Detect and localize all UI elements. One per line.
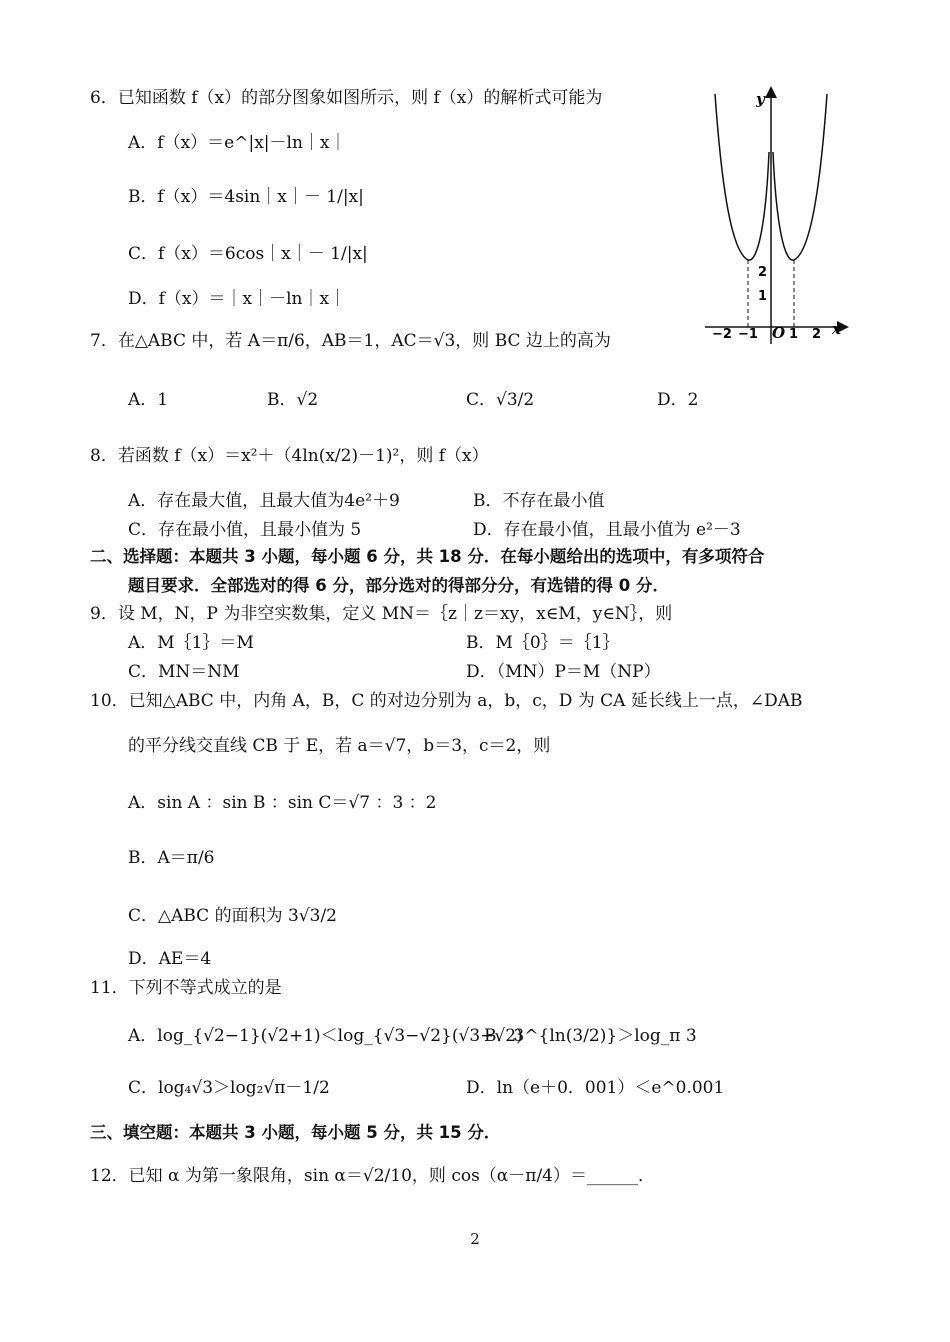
q9-option-c: C．MN＝NM	[128, 662, 240, 682]
q8-option-d: D．存在最小值，且最小值为 e²－3	[473, 520, 741, 540]
q9-option-a: A．M｛1｝＝M	[128, 633, 254, 653]
q7-stem: 7．在△ABC 中，若 A＝π/6，AB＝1，AC＝√3，则 BC 边上的高为	[90, 331, 611, 351]
q6-option-a: A．f（x）＝e^|x|－ln｜x｜	[128, 133, 347, 153]
origin-label: O	[772, 324, 786, 342]
q7-option-c: C．√3/2	[466, 390, 535, 410]
curve-left	[715, 94, 769, 260]
function-graph	[700, 82, 860, 352]
q7-option-a: A．1	[128, 390, 169, 410]
y-axis-label: y	[756, 90, 765, 108]
q8-option-a: A．存在最大值，且最大值为4e²＋9	[128, 491, 400, 511]
q10-option-d: D．AE＝4	[128, 949, 212, 969]
q6-option-c: C．f（x）＝6cos｜x｜－ 1/|x|	[128, 244, 368, 264]
q6-option-d: D．f（x）＝｜x｜－ln｜x｜	[128, 289, 347, 309]
q11-option-c: C．log₄√3＞log₂√π－1/2	[128, 1078, 330, 1098]
q7-option-b: B．√2	[267, 390, 319, 410]
q8-option-b: B．不存在最小值	[473, 491, 605, 511]
page-number: 2	[470, 1230, 480, 1248]
x-tick-neg2: −2	[712, 327, 732, 342]
q12-stem: 12．已知 α 为第一象限角，sin α＝√2/10，则 cos（α－π/4）＝______．	[90, 1166, 656, 1186]
q11-option-a: A．log_{√2−1}(√2+1)＜log_{√3−√2}(√3+√2)	[128, 1026, 523, 1046]
q9-option-d: D．（MN）P＝M（NP）	[466, 662, 661, 682]
q11-option-d: D．ln（e＋0．001）＜e^0.001	[466, 1078, 725, 1098]
x-tick-1: 1	[789, 327, 799, 342]
y-tick-2: 2	[758, 265, 768, 280]
section2-heading-cont: 题目要求．全部选对的得 6 分，部分选对的得部分分，有选错的得 0 分．	[128, 576, 669, 595]
x-tick-2: 2	[812, 327, 822, 342]
q10-option-c: C．△ABC 的面积为 3√3/2	[128, 906, 337, 926]
q9-option-b: B．M｛0｝＝｛1｝	[466, 633, 620, 653]
q11-stem: 11．下列不等式成立的是	[90, 978, 282, 998]
q6-option-b: B．f（x）＝4sin｜x｜－ 1/|x|	[128, 187, 364, 207]
y-tick-1: 1	[758, 289, 768, 304]
q9-stem: 9．设 M，N，P 为非空实数集，定义 MN＝｛z｜z＝xy，x∈M，y∈N｝，则	[90, 604, 673, 624]
section3-heading: 三、填空题：本题共 3 小题，每小题 5 分，共 15 分．	[90, 1123, 501, 1142]
q11-option-b: B．3^{ln(3/2)}＞log_π 3	[484, 1026, 697, 1046]
q10-stem-cont: 的平分线交直线 CB 于 E，若 a＝√7，b＝3，c＝2，则	[128, 736, 551, 756]
q8-option-c: C．存在最小值，且最小值为 5	[128, 520, 362, 540]
q10-stem: 10．已知△ABC 中，内角 A，B，C 的对边分别为 a，b，c，D 为 CA 延长线上一点，∠DAB	[90, 691, 803, 711]
q6-stem: 6．已知函数 f（x）的部分图象如图所示，则 f（x）的解析式可能为	[90, 88, 603, 108]
curve-right	[773, 94, 827, 260]
q10-option-a: A．sin A ：sin B ：sin C＝√7 ：3 ：2	[128, 793, 437, 813]
x-tick-neg1: −1	[738, 327, 758, 342]
q8-stem: 8．若函数 f（x）＝x²＋（4ln(x/2)－1)²，则 f（x）	[90, 446, 489, 466]
section2-heading: 二、选择题：本题共 3 小题，每小题 6 分，共 18 分．在每小题给出的选项中，有多项符合	[90, 547, 765, 566]
x-axis-label: x	[832, 320, 841, 338]
q7-option-d: D．2	[657, 390, 699, 410]
q10-option-b: B．A＝π/6	[128, 848, 215, 868]
